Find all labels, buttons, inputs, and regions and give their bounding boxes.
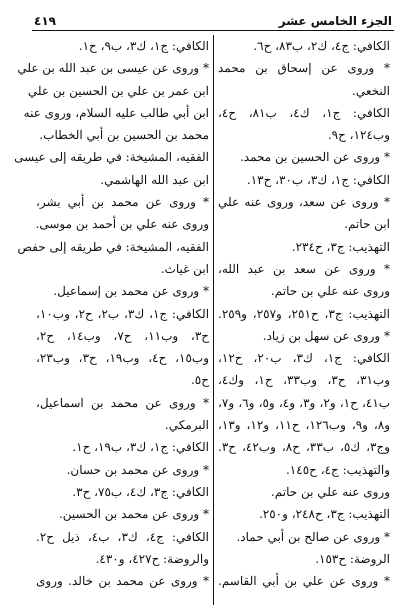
two-column-body [14,35,394,605]
text-line: * وروى عن الحسين بن محمد. [239,150,390,165]
text-line: الكافي: ج٤، ك٣، ب٤، ذيل ح٢. [36,529,209,544]
text-line: * وروى عن محمد بن إسماعيل. [53,284,209,299]
right-column [213,35,394,605]
left-column [14,35,213,605]
text-line: * وروى عن سعد، وروى عنه علي [218,195,390,210]
page-number: ٤١٩ [34,14,56,28]
text-line: والروضة: ح٤٢٧، و٤٣٠. [95,551,209,566]
text-line: ابن عبد الله الهاشمي. [100,172,209,187]
text-line: وروى عنه علي بن حاتم. [270,484,390,499]
text-line: الكافي: ج١، ك٤، ب٨١، ح٤، [218,105,390,120]
text-line: * وروى عن علي بن أبي القاسم. [218,574,390,589]
text-line: * وروى عن سعد بن عبد الله، [218,261,390,276]
text-line: * وروى عن سهل بن زياد. [262,328,390,343]
text-line: الكافي: ج٣، ك٤، ب٧٥، ح٣. [72,484,209,499]
text-line: وج٣، ك٥، ب٣٣، ح٨، وب٤٢، ح٣. [218,440,391,455]
text-line: ابن عمر بن علي بن الحسين بن علي [27,83,209,98]
page-header [32,10,394,31]
text-line: التهذيب: ج٣، ح٢٣٤. [291,239,390,254]
text-line: ابن غياث. [160,261,209,276]
running-title: الجزء الخامس عشر [278,14,392,28]
text-line: الفقيه، المشيخة: في طريقه إلى حفص [17,239,209,254]
text-line: * وروى عن محمد بن خالد. وروى [36,574,209,589]
text-line: وب١٢٤، ح٩. [327,128,390,143]
text-line: الكافي: ج١، ك٣، ب١٩، ح١. [72,440,209,455]
text-line: * وروى عن محمد بن أبي بشر، [36,195,209,210]
text-line: ابن حاتم. [344,217,390,232]
text-line: الروضة: ح١٥٣. [315,551,390,566]
text-line: وب٣١، ح٣، وب٣٣، ح١، وك٤، [218,373,391,388]
text-line: ح٣، وب١١، ح٧، وب١٤، ح٢، [36,328,210,343]
text-line: * وروى عن محمد بن الحسين. [58,507,209,522]
text-line: الكافي: ج١، ك٣، ب٢٠، ح١٢، [218,351,390,366]
text-line: * وروى عن صالح بن أبي حماد. [236,529,390,544]
text-line: * وروى عن إسحاق بن محمد [218,61,390,76]
text-line: الكافي: ج٤، ك٢، ب٨٣، ح٦. [253,39,390,53]
text-line: وروى عنه علي بن أحمد بن موسى. [35,217,209,232]
text-line: الفقيه، المشيخة: في طريقه إلى عيسى [14,150,209,165]
text-line: الكافي: ج١، ك٣، ب٩، ح١. [78,39,209,53]
text-line: التهذيب: ج٣، ح٢٤٨، و٢٥٠. [258,507,390,522]
text-line: والتهذيب: ج٤، ح١٤٥. [285,462,390,477]
text-line: ح٥. [190,373,209,388]
text-line: * وروى عن عيسى بن عبد الله بن علي [17,61,209,76]
text-line: التهذيب: ج٣، ح٢٥١، و٢٥٧، و٢٥٩. [218,306,391,321]
text-line: البرمكي. [164,418,209,433]
text-line: * وروى عن محمد بن حسان. [66,462,209,477]
text-line: الكافي: ج١، ك٣، ب٢، ح٢، وب١٠، [36,306,210,321]
text-line: الكافي: ج١، ك٣، ب٣٠، ح١٣. [246,172,390,187]
text-line: و٨، و٩، وب١٢٦، ح١١، و١٢، و١٣، [218,418,391,433]
text-line: ب٤١، ح١، و٢، و٣، و٤، و٥، و٦، و٧، [218,395,391,410]
text-line: وروى عنه علي بن حاتم. [270,284,390,299]
text-line: ابن أبي طالب عليه السلام، وروى عنه [23,105,209,120]
text-line: * وروى عن محمد بن اسماعيل، [36,395,209,410]
text-line: محمد بن الحسين بن أبي الخطاب. [39,128,209,143]
text-line: وب١٥، ح٤، وب١٩، ح٣، وب٢٣، [36,351,210,366]
text-line: النخعي. [352,83,390,98]
